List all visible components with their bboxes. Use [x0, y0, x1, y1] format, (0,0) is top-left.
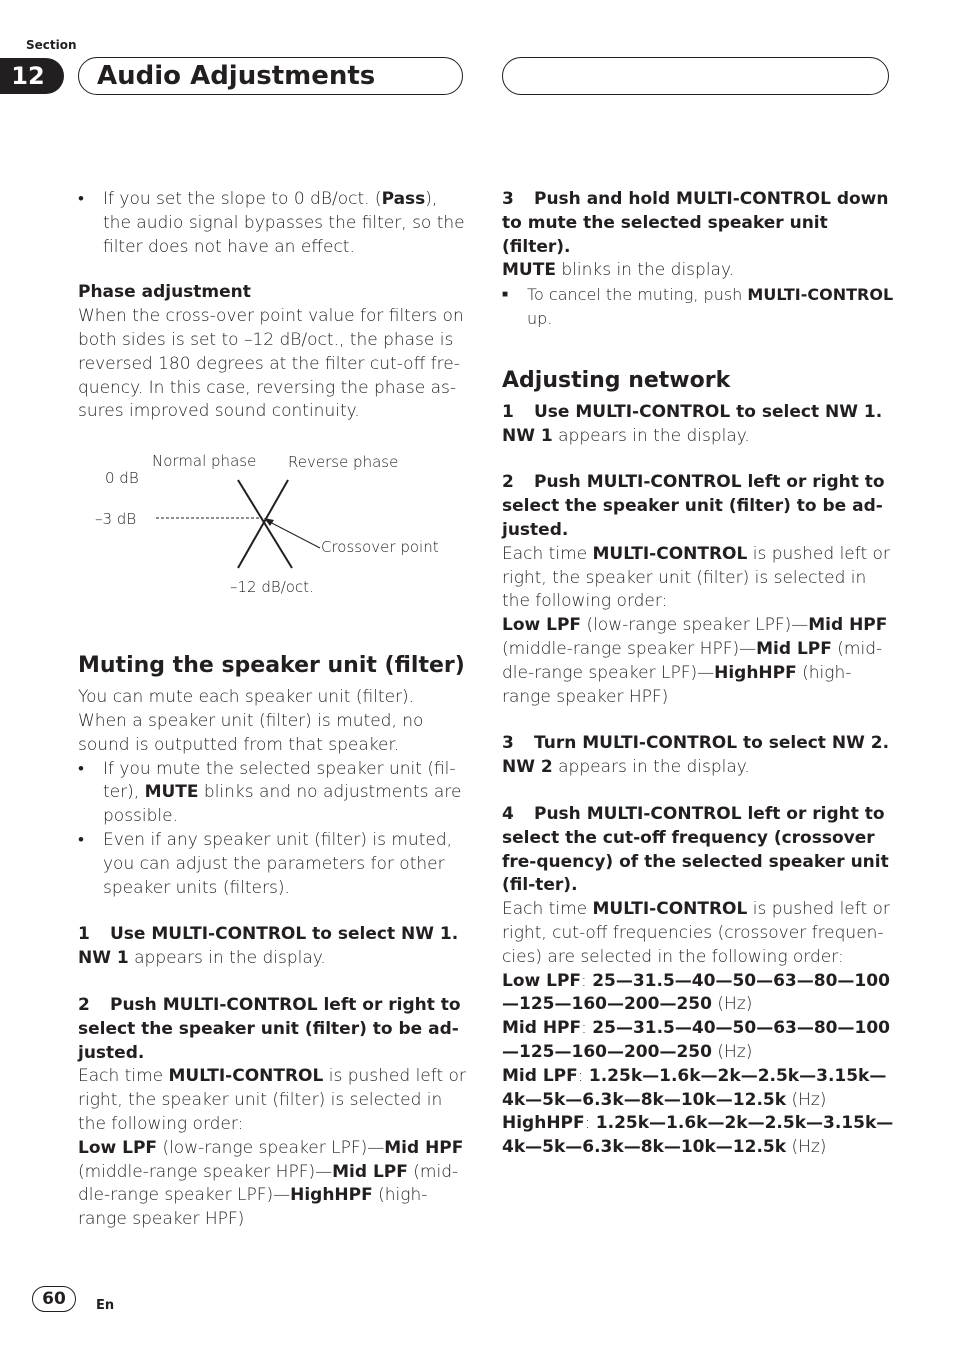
slope-label: –12 dB/oct.	[230, 578, 314, 597]
muting-bullet-1: • If you mute the selected speaker unit (fil-ter), MUTE blinks and no adjustments are possible.	[78, 758, 466, 829]
muting-heading: Muting the speaker unit (filter)	[78, 653, 465, 679]
network-step-1: 1 Use MULTI-CONTROL to select NW 1.	[502, 401, 883, 422]
network-step-2-text: Each time MULTI-CONTROL is pushed left or right, the speaker unit (filter) is selected in the following order:	[502, 543, 890, 612]
highhpf-frequencies: HighHPF: 1.25k—1.6k—2k—2.5k—3.15k—4k—5k—6.3k—8k—10k—12.5k (Hz)	[502, 1113, 894, 1158]
muting-intro: You can mute each speaker unit (filter). When a speaker unit (filter) is muted, no sound is outputted from that speaker.	[78, 687, 424, 755]
reverse-phase-label: Reverse phase	[288, 453, 399, 472]
network-step-4-text: Each time MULTI-CONTROL is pushed left or right, cut-off frequencies (crossover frequen-cies) are selected in the following order:	[502, 899, 890, 967]
phase-text: When the cross-over point value for filters on both sides is set to –12 dB/oct., the phase is reversed 180 degrees at the filter cut-off fre-quency. In this case, reversing the phase as-sures improved sound continuity.	[78, 306, 464, 422]
mid-lpf-frequencies: Mid LPF: 1.25k—1.6k—2k—2.5k—3.15k—4k—5k—6.3k—8k—10k—12.5k (Hz)	[502, 1065, 887, 1110]
crossover-diagram	[78, 438, 466, 628]
cancel-mute-note: ■ To cancel the muting, push MULTI-CONTROL up.	[502, 283, 894, 331]
bullet-pass: • If you set the slope to 0 dB/oct. (Pass), the audio signal bypasses the filter, so the filter does not have an effect.	[78, 188, 466, 259]
mid-hpf-frequencies: Mid HPF: 25—31.5—40—50—63—80—100—125—160—200—250 (Hz)	[502, 1018, 890, 1062]
section-number-badge: 12	[0, 58, 64, 94]
language-label: En	[96, 1298, 115, 1313]
step-3: 3 Push and hold MULTI-CONTROL down to mute the selected speaker unit (filter).	[502, 189, 889, 257]
page-number: 60	[32, 1286, 76, 1312]
crossover-lines	[78, 438, 466, 628]
section-label: Section	[26, 38, 77, 52]
step-1-result: NW 1 appears in the display.	[78, 948, 326, 969]
step-2: 2 Push MULTI-CONTROL left or right to select the speaker unit (filter) to be ad-justed.	[78, 994, 461, 1063]
network-step-1-result: NW 1 appears in the display.	[502, 425, 750, 446]
phase-heading: Phase adjustment	[78, 282, 251, 303]
page-title: Audio Adjustments	[78, 57, 463, 95]
low-lpf-frequencies: Low LPF: 25—31.5—40—50—63—80—100—125—160—200—250 (Hz)	[502, 970, 890, 1015]
left-column	[78, 188, 466, 1232]
muting-bullet-2: • Even if any speaker unit (filter) is muted, you can adjust the parameters for other speaker units (filters).	[78, 829, 466, 900]
step-2-text: Each time MULTI-CONTROL is pushed left or right, the speaker unit (filter) is selected in the following order:	[78, 1066, 466, 1134]
crossover-point-label: Crossover point	[321, 538, 439, 557]
step-3-result: MUTE blinks in the display.	[502, 260, 735, 281]
normal-phase-label: Normal phase	[152, 452, 257, 471]
network-step-4: 4 Push MULTI-CONTROL left or right to select the cut-off frequency (crossover fre-quency) of the selected speaker unit (fil-ter).	[502, 803, 889, 896]
step-1: 1 Use MULTI-CONTROL to select NW 1.	[78, 924, 459, 945]
minus3-db-label: –3 dB	[95, 510, 137, 529]
network-step-3-result: NW 2 appears in the display.	[502, 757, 750, 778]
zero-db-label: 0 dB	[105, 469, 139, 488]
network-filter-order: Low LPF (low-range speaker LPF)—Mid HPF (middle-range speaker HPF)—Mid LPF (mid-dle-range speaker LPF)—HighHPF (high-range speaker HPF)	[502, 615, 888, 707]
network-heading: Adjusting network	[502, 367, 731, 393]
network-step-3: 3 Turn MULTI-CONTROL to select NW 2.	[502, 733, 890, 754]
filter-order: Low LPF (low-range speaker LPF)—Mid HPF (middle-range speaker HPF)—Mid LPF (mid-dle-range speaker LPF)—HighHPF (high-range speaker HPF)	[78, 1137, 464, 1230]
right-column	[502, 188, 894, 1160]
network-step-2: 2 Push MULTI-CONTROL left or right to select the speaker unit (filter) to be ad-justed.	[502, 472, 885, 540]
header-blank-box	[502, 57, 889, 95]
